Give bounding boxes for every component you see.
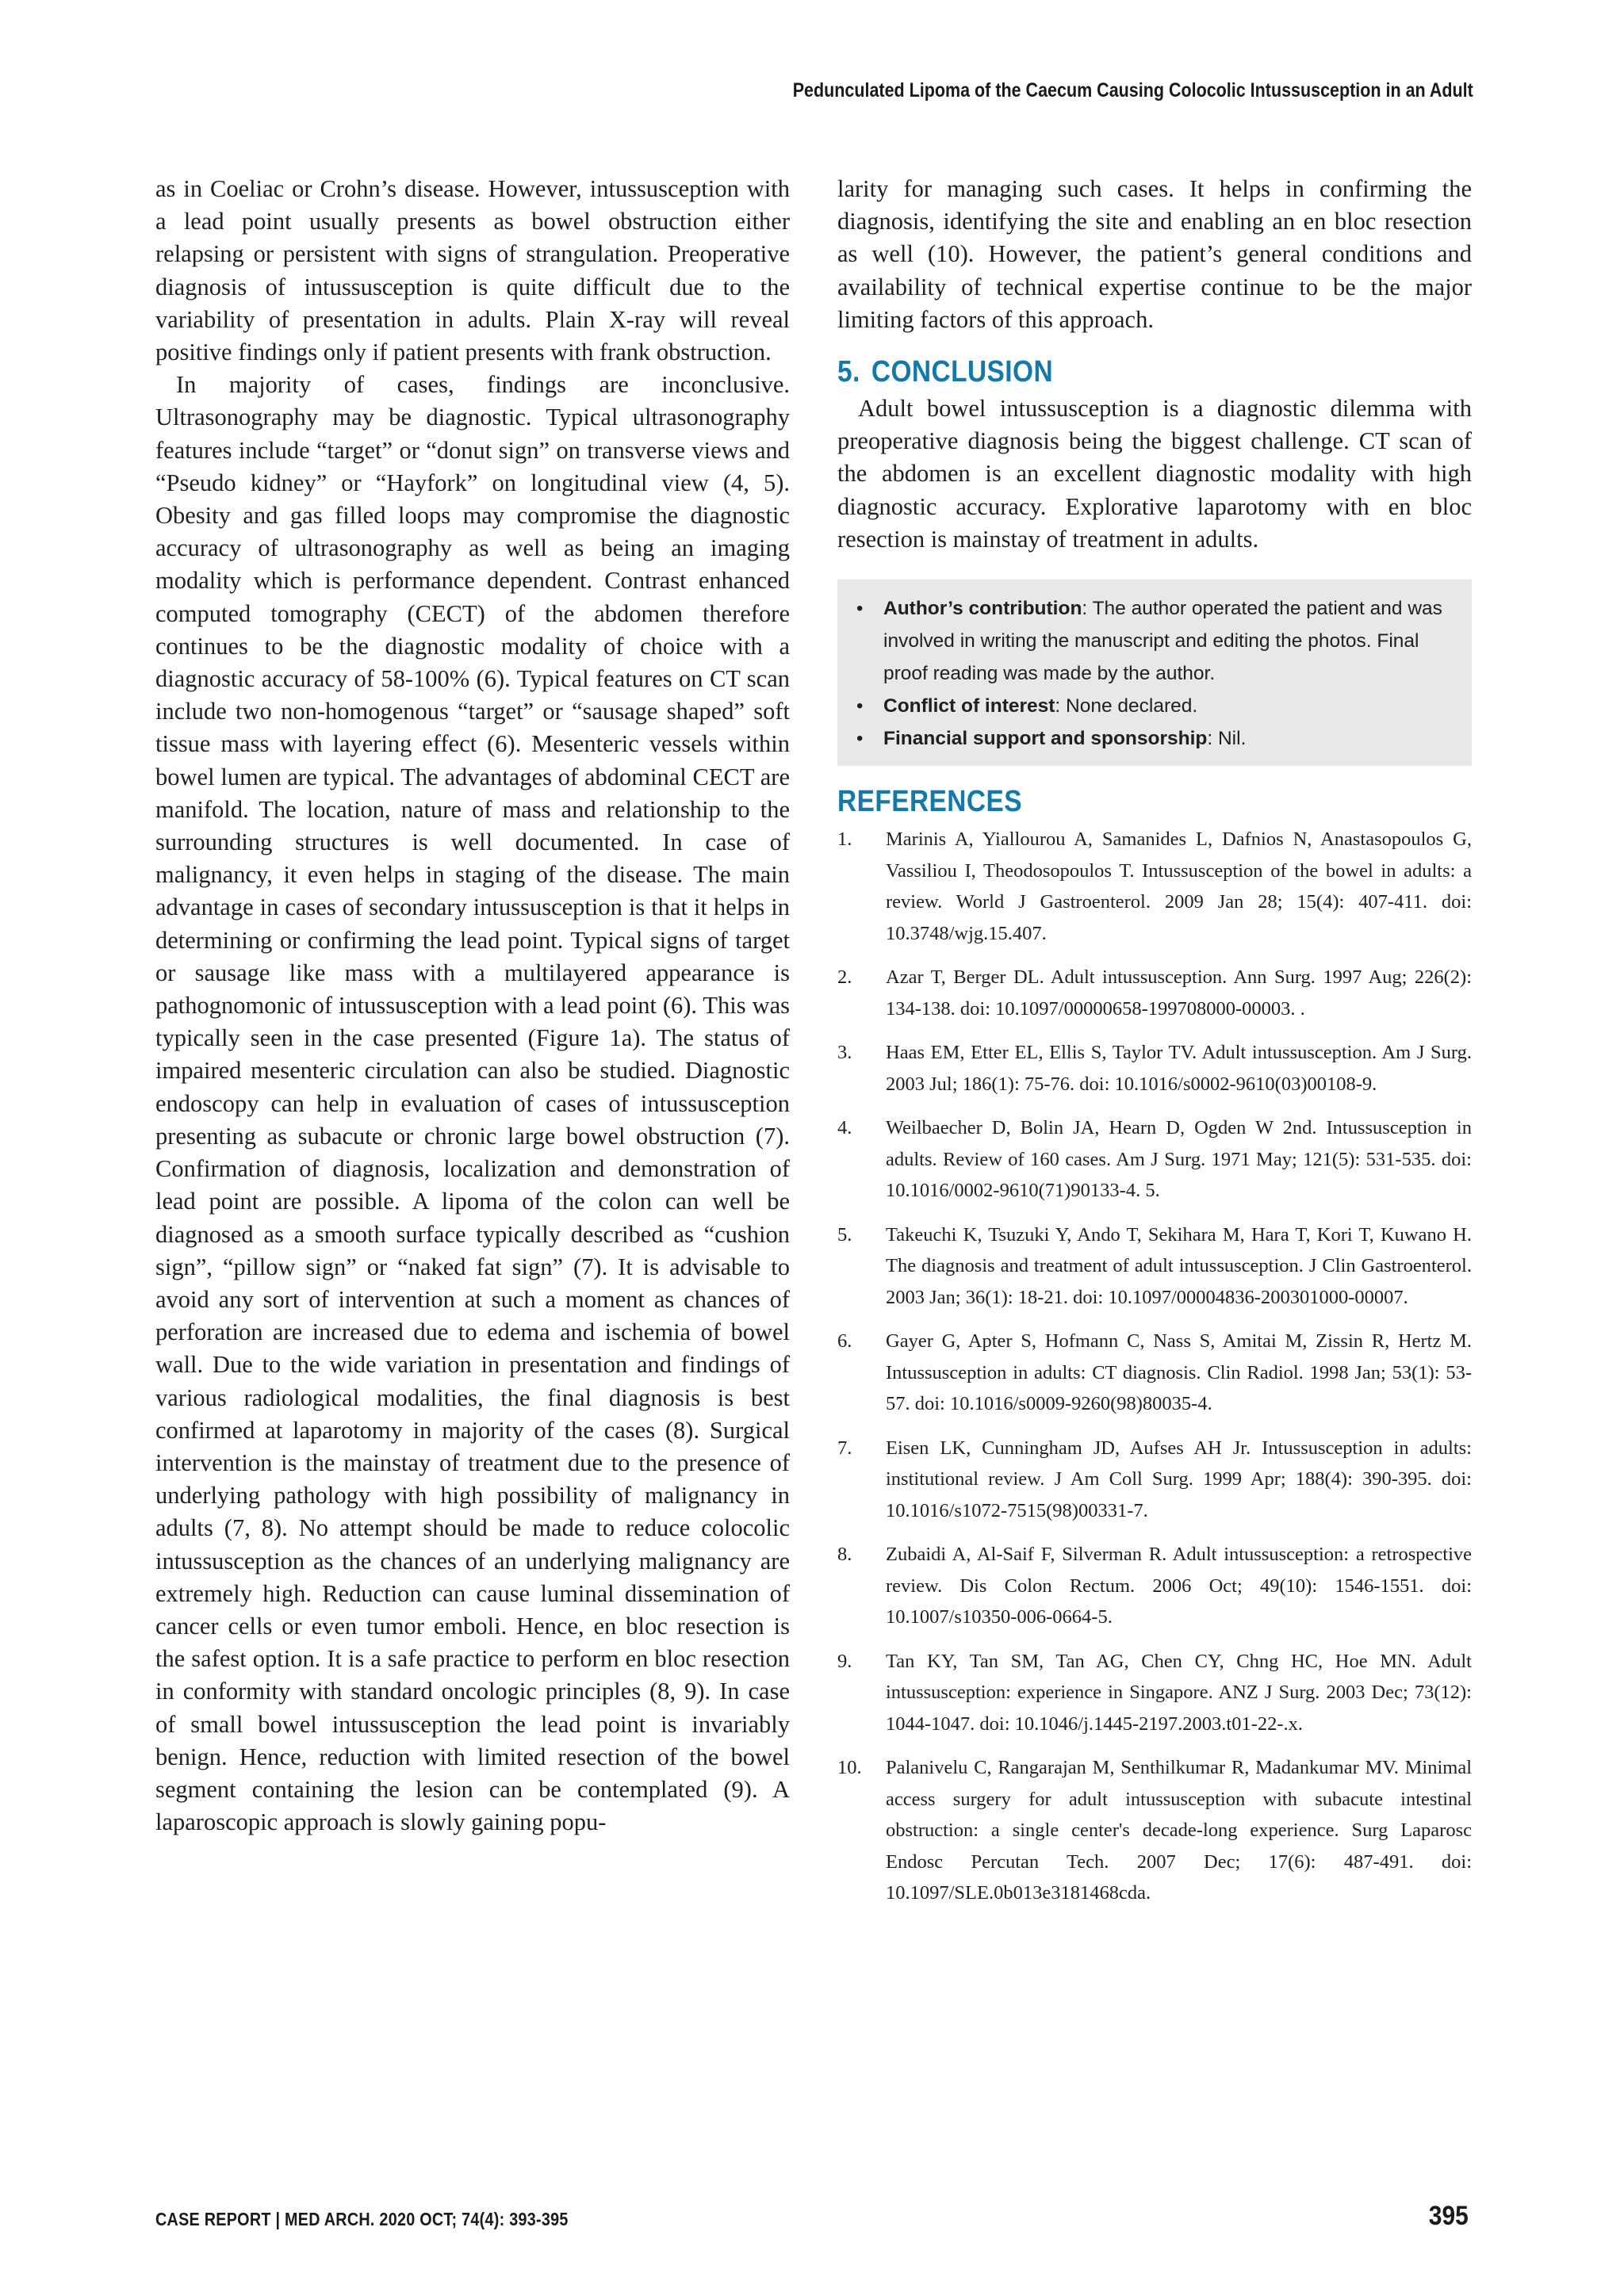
reference-text: Gayer G, Apter S, Hofmann C, Nass S, Amitai M, Zissin R, Hertz M. Intussusception in adults: CT diagnosis. Clin Radiol. 1998 Jan; 53(1): 53-57. doi: 10.1016/s0009-9260(98)80035-4. (886, 1330, 1472, 1415)
reference-item (837, 824, 1472, 949)
reference-number: 3. (837, 1042, 852, 1064)
body-paragraph: larity for managing such cases. It helps in confirming the diagnosis, identifying the site and enabling an en bloc resection as well (10). However, the patient’s general conditions and availability of technical expertise continue to be the major limiting factors of this approach. (837, 175, 1472, 333)
reference-number: 9. (837, 1650, 852, 1672)
right-column (837, 173, 1472, 1922)
reference-text: Haas EM, Etter EL, Ellis S, Taylor TV. Adult intussusception. Am J Surg. 2003 Jul; 186(1): 75-76. doi: 10.1016/s0002-9610(03)00108-9. (886, 1042, 1472, 1095)
reference-list (837, 824, 1472, 1909)
declaration-label: Author’s contribution (883, 598, 1082, 620)
body-paragraph: In majority of cases, findings are inconclusive. Ultrasonography may be diagnostic. Typical ultrasonography features include “target” or “donut sign” on transverse views and “Pseudo kidney” or “Hayfork” on longitudinal view (4, 5). Obesity and gas filled loops may compromise the diagnostic accuracy of ultrasonography as well as being an imaging modality which is performance dependent. Contrast enhanced computed tomography (CECT) of the abdomen therefore continues to be the diagnostic modality of choice with a diagnostic accuracy of 58-100% (6). Typical features on CT scan include two non-homogenous “target” or “sausage shaped” soft tissue mass with layering effect (6). Mesenteric vessels within bowel lumen are typical. The advantages of abdominal CECT are manifold. The location, nature of mass and relationship to the surrounding structures is well documented. In case of malignancy, it even helps in staging of the disease. The main advantage in cases of secondary intussusception is that it helps in determining or confirming the lead point. Typical signs of target or sausage like mass with a multilayered appearance is pathognomonic of intussusception with a lead point (6). This was typically seen in the case presented (Figure 1a). The status of impaired mesenteric circulation can also be studied. Diagnostic endoscopy can help in evaluation of cases of intussusception presenting as subacute or chronic large bowel obstruction (7). Confirmation of diagnosis, localization and demonstration of lead point are possible. A lipoma of the colon can well be diagnosed as a smooth surface typically described as “cushion sign”, “pillow sign” or “naked fat sign” (7). It is advisable to avoid any sort of intervention at such a moment as chances of perforation are increased due to edema and ischemia of bowel wall. Due to the wide variation in presentation and findings of various radiological modalities, the final diagnosis is best confirmed at laparotomy in majority of the cases (8). Surgical intervention is the mainstay of treatment due to the presence of underlying pathology with high possibility of malignancy in adults (7, 8). No attempt should be made to reduce colocolic intussusception as the chances of an underlying malignancy are extremely high. Reduction can cause luminal dissemination of cancer cells or even tumor emboli. Hence, en bloc resection is the safest option. It is a safe practice to perform en bloc resection in conformity with standard oncologic principles (8, 9). In case of small bowel intussusception the lead point is invariably benign. Hence, reduction with limited resection of the bowel segment containing the lesion can be contemplated (9). A laparoscopic approach is slowly gaining popu- (155, 371, 790, 1836)
reference-item (837, 1752, 1472, 1909)
reference-item (837, 1326, 1472, 1420)
reference-item (837, 1112, 1472, 1207)
declaration-text: : The author operated the patient and was involved in writing the manuscript and editing the photos. Final proof reading was made by the author. (883, 598, 1442, 685)
reference-number: 7. (837, 1437, 852, 1459)
reference-text: Palanivelu C, Rangarajan M, Senthilkumar R, Madankumar MV. Minimal access surgery for adult intussusception with subacute intestinal obstruction: a single center's decade-long experience. Surg Laparosc Endosc Percutan Tech. 2007 Dec; 17(6): 487-491. doi: 10.1097/SLE.0b013e3181468cda. (886, 1757, 1472, 1904)
section-number: 5. (837, 355, 860, 389)
declaration-item (852, 592, 1457, 690)
reference-number: 6. (837, 1330, 852, 1353)
reference-item (837, 1433, 1472, 1527)
reference-text: Azar T, Berger DL. Adult intussusception. Ann Surg. 1997 Aug; 226(2): 134-138. doi: 10.1097/00000658-199708000-00003. . (886, 966, 1472, 1020)
reference-text: Tan KY, Tan SM, Tan AG, Chen CY, Chng HC, Hoe MN. Adult intussusception: experience in Singapore. ANZ J Surg. 2003 Dec; 73(12): 1044-1047. doi: 10.1046/j.1445-2197.2003.t01-22-.x. (886, 1650, 1472, 1735)
footer-citation: CASE REPORT | MED ARCH. 2020 OCT; 74(4): 393-395 (155, 2209, 569, 2229)
declaration-text: : Nil. (1207, 728, 1247, 750)
section-title: CONCLUSION (871, 355, 1054, 389)
declaration-label: Conflict of interest (883, 695, 1055, 718)
reference-item (837, 1539, 1472, 1633)
declaration-item (852, 722, 1457, 755)
reference-item (837, 1219, 1472, 1314)
reference-item (837, 1037, 1472, 1100)
reference-number: 1. (837, 828, 852, 851)
declaration-text: : None declared. (1055, 695, 1198, 718)
reference-number: 8. (837, 1544, 852, 1566)
running-head: Pedunculated Lipoma of the Caecum Causing Colocolic Intussusception in an Adult (792, 79, 1473, 101)
reference-number: 2. (837, 966, 852, 989)
section-heading-references: REFERENCES (837, 785, 1022, 819)
bullet-icon: • (856, 695, 864, 718)
reference-text: Takeuchi K, Tsuzuki Y, Ando T, Sekihara M, Hara T, Kori T, Kuwano H. The diagnosis and treatment of adult intussusception. J Clin Gastroenterol. 2003 Jan; 36(1): 18-21. doi: 10.1097/00004836-200301000-00007. (886, 1223, 1472, 1308)
reference-item (837, 962, 1472, 1024)
reference-text: Weilbaecher D, Bolin JA, Hearn D, Ogden W 2nd. Intussusception in adults. Review of 160 cases. Am J Surg. 1971 May; 121(5): 531-535. doi: 10.1016/0002-9610(71)90133-4. 5. (886, 1117, 1472, 1202)
reference-item (837, 1646, 1472, 1740)
bullet-icon: • (856, 598, 864, 620)
reference-number: 10. (837, 1757, 862, 1779)
section-heading-conclusion (837, 355, 1396, 389)
reference-text: Marinis A, Yiallourou A, Samanides L, Dafnios N, Anastasopoulos G, Vassiliou I, Theodosopoulos T. Intussusception of the bowel in adults: a review. World J Gastroenterol. 2009 Jan 28; 15(4): 407-411. doi: 10.3748/wjg.15.407. (886, 828, 1472, 944)
conclusion-paragraph: Adult bowel intussusception is a diagnostic dilemma with preoperative diagnosis being the biggest challenge. CT scan of the abdomen is an excellent diagnostic modality with high diagnostic accuracy. Explorative laparotomy with en bloc resection is mainstay of treatment in adults. (837, 395, 1472, 553)
reference-number: 4. (837, 1117, 852, 1139)
bullet-icon: • (856, 728, 864, 750)
declaration-label: Financial support and sponsorship (883, 728, 1208, 750)
left-column (155, 173, 790, 1839)
declarations-box (837, 580, 1472, 766)
declaration-item (852, 690, 1457, 722)
reference-text: Zubaidi A, Al-Saif F, Silverman R. Adult intussusception: a retrospective review. Dis Colon Rectum. 2006 Oct; 49(10): 1546-1551. doi: 10.1007/s10350-006-0664-5. (886, 1544, 1472, 1628)
reference-text: Eisen LK, Cunningham JD, Aufses AH Jr. Intussusception in adults: institutional review. J Am Coll Surg. 1999 Apr; 188(4): 390-395. doi: 10.1016/s1072-7515(98)00331-7. (886, 1437, 1472, 1521)
body-paragraph: as in Coeliac or Crohn’s disease. However, intussusception with a lead point usually presents as bowel obstruction either relapsing or persistent with signs of strangulation. Preoperative diagnosis of intussusception is quite difficult due to the variability of presentation in adults. Plain X-ray will reveal positive findings only if patient presents with frank obstruction. (155, 175, 790, 366)
reference-number: 5. (837, 1223, 852, 1246)
page-number: 395 (1429, 2201, 1469, 2231)
